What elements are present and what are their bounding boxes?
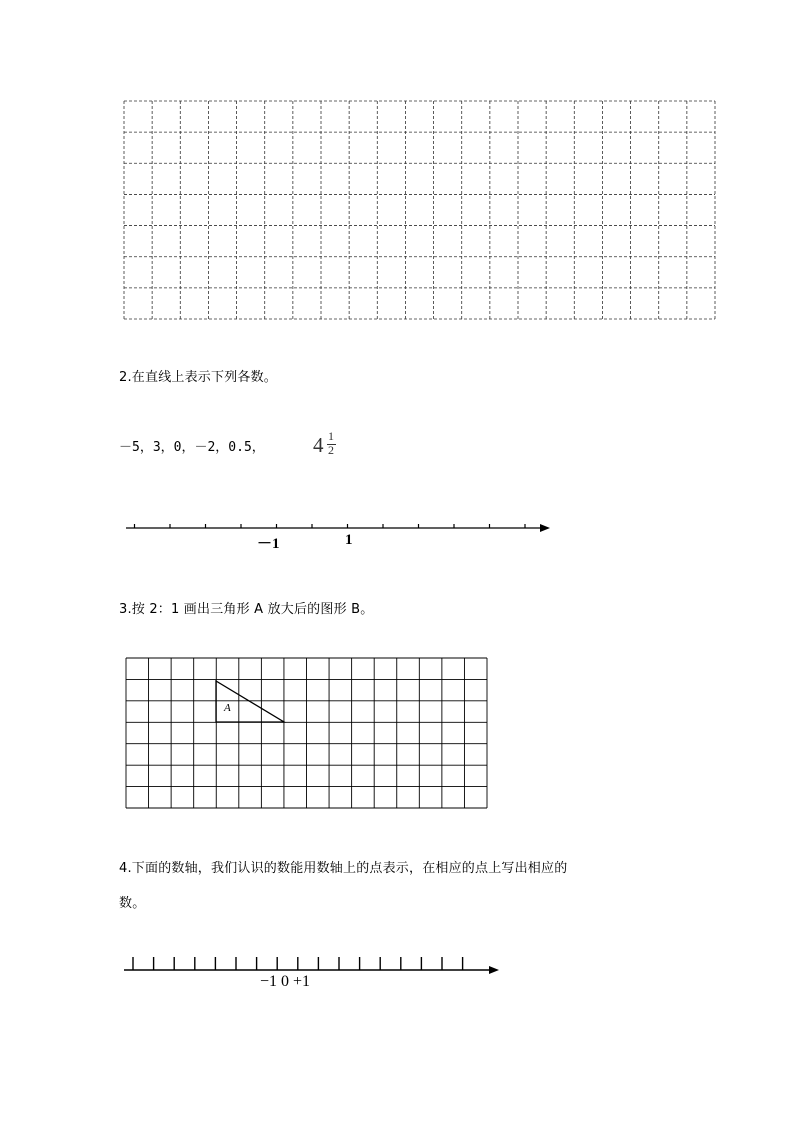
number-line-q2 [126, 524, 550, 532]
number-line-q4 [124, 957, 499, 974]
mixed-denominator: 2 [328, 443, 334, 457]
axis-label-minus-one: －1 [257, 536, 280, 552]
axis-labels-q4: −1 0 +1 [260, 973, 311, 990]
writing-grid [124, 101, 715, 319]
axis-arrowhead [540, 524, 550, 532]
numbers-list: －5，3，0，－2，0.5， [119, 440, 265, 455]
axis-label-one: 1 [345, 532, 353, 548]
mixed-number [313, 429, 343, 461]
question-3-title: 3.按 2：1 画出三角形 A 放大后的图形 B。 [119, 602, 374, 617]
axis-arrowhead [489, 966, 499, 974]
square-grid-q3 [126, 658, 487, 808]
mixed-whole: 4 [313, 433, 324, 457]
question-4-title-line1: 4.下面的数轴，我们认识的数能用数轴上的点表示，在相应的点上写出相应的 [119, 861, 568, 876]
question-2-title: 2.在直线上表示下列各数。 [119, 370, 278, 385]
triangle-label: A [224, 702, 231, 714]
question-4-title-line2: 数。 [119, 896, 146, 911]
mixed-numerator: 1 [328, 429, 334, 443]
